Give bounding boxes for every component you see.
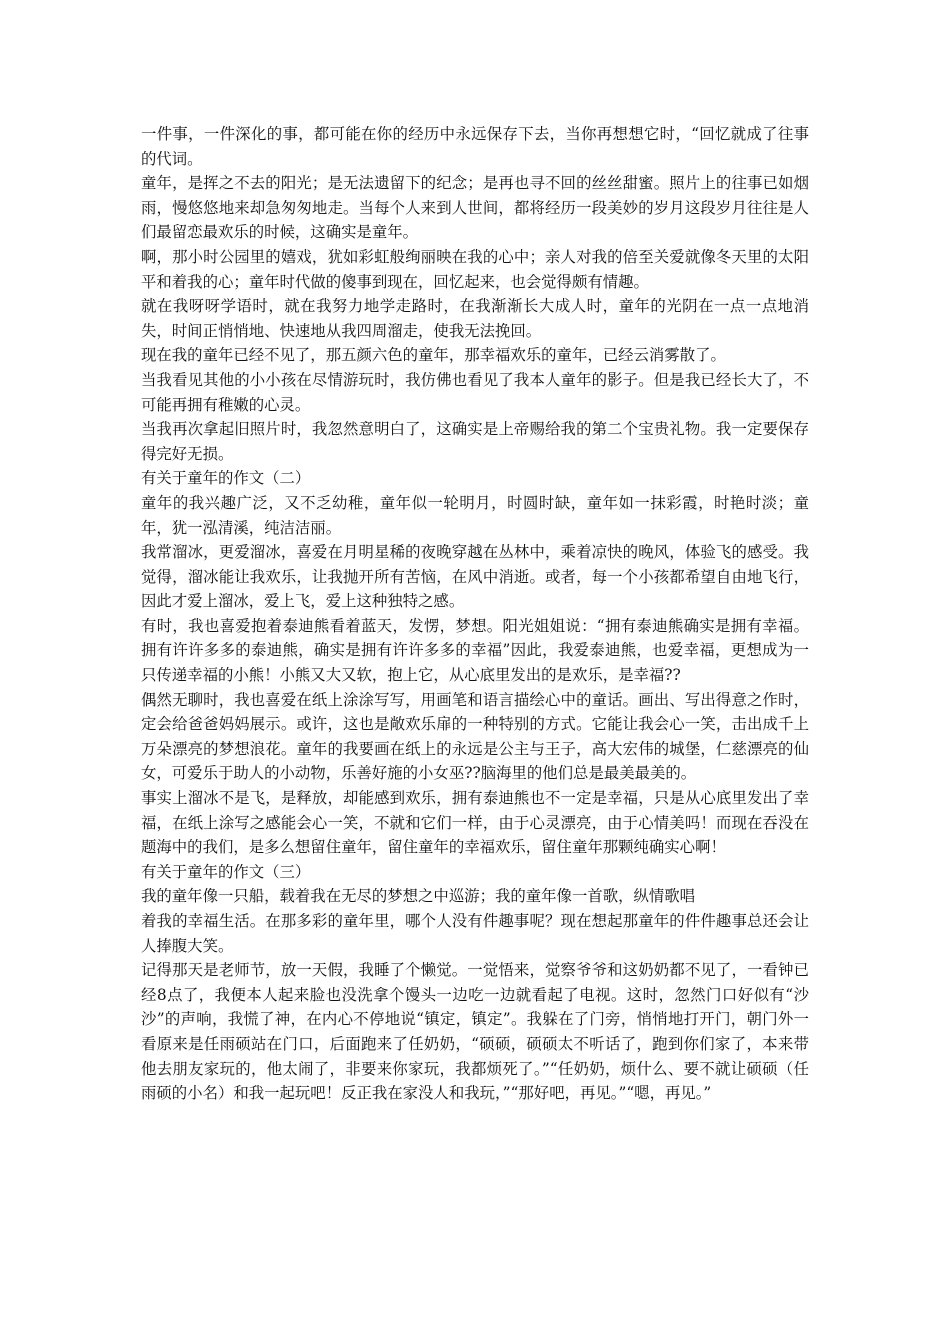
- paragraph: 我的童年像一只船，载着我在无尽的梦想之中巡游；我的童年像一首歌，纵情歌唱: [141, 887, 696, 906]
- paragraph: 啊，那小时公园里的嬉戏，犹如彩虹般绚丽映在我的心中；亲人对我的倍至关爱就像冬天里的太阳平和着我的心；童年时代做的傻事到现在，回忆起来，也会觉得颇有情趣。: [141, 247, 809, 291]
- document-body: [141, 122, 809, 1106]
- section-heading: 有关于童年的作文（三）: [141, 862, 311, 881]
- paragraph: 当我看见其他的小小孩在尽情游玩时，我仿佛也看见了我本人童年的影子。但是我已经长大了，不可能再拥有稚嫩的心灵。: [141, 370, 809, 414]
- paragraph: 有时，我也喜爱抱着泰迪熊看着蓝天，发愣，梦想。阳光姐姐说：“拥有泰迪熊确实是拥有幸福。拥有许许多多的泰迪熊，确实是拥有许许多多的幸福”因此，我爱泰迪熊，也爱幸福，更想成为一只传递幸福的小熊！小熊又大又软，抱上它，从心底里发出的是欢乐，是幸福??: [141, 616, 809, 685]
- paragraph: 着我的幸福生活。在那多彩的童年里，哪个人没有件趣事呢？现在想起那童年的件件趣事总还会让人捧腹大笑。: [141, 912, 809, 955]
- paragraph: 偶然无聊时，我也喜爱在纸上涂涂写写，用画笔和语言描绘心中的童话。画出、写出得意之作时，定会给爸爸妈妈展示。或许，这也是敞欢乐扉的一种特别的方式。它能让我会心一笑，击出成千上万朵漂亮的梦想浪花。童年的我要画在纸上的永远是公主与王子，高大宏伟的城堡，仁慈漂亮的仙女，可爱乐于助人的小动物，乐善好施的小女巫??脑海里的他们总是最美最美的。: [141, 690, 809, 783]
- section-heading: 有关于童年的作文（二）: [141, 469, 311, 488]
- paragraph: 记得那天是老师节，放一天假，我睡了个懒觉。一觉悟来，觉察爷爷和这奶奶都不见了，一看钟已经8点了，我便本人起来脸也没洗拿个馒头一边吃一边就看起了电视。这时，忽然门口好似有“沙沙”的声响，我慌了神，在内心不停地说“镇定，镇定”。我躲在了门旁，悄悄地打开门，朝门外一看原来是任雨硕站在门口，后面跑来了任奶奶，“硕硕，硕硕太不听话了，跑到你们家了，本来带他去朋友家玩的，他太闹了，非要来你家玩，我都烦死了。”“任奶奶，烦什么、要不就让硕硕（任雨硕的小名）和我一起玩吧！反正我在家没人和我玩，”“那好吧，再见。”“嗯，再见。”: [141, 961, 809, 1103]
- paragraph: 童年的我兴趣广泛，又不乏幼稚，童年似一轮明月，时圆时缺，童年如一抹彩霞，时艳时淡；童年，犹一泓清溪，纯洁洁丽。: [141, 493, 809, 537]
- paragraph: 现在我的童年已经不见了，那五颜六色的童年，那幸福欢乐的童年，已经云消雾散了。: [141, 346, 726, 365]
- paragraph: 一件事，一件深化的事，都可能在你的经历中永远保存下去，当你再想想它时，“回忆就成了往事的代词。: [141, 125, 809, 168]
- paragraph: 我常溜冰，更爱溜冰，喜爱在月明星稀的夜晚穿越在丛林中，乘着凉快的晚风，体验飞的感受。我觉得，溜冰能让我欢乐，让我抛开所有苦恼，在风中消逝。或者，每一个小孩都希望自由地飞行，因此才爱上溜冰，爱上飞，爱上这种独特之感。: [141, 543, 809, 611]
- paragraph: 当我再次拿起旧照片时，我忽然意明白了，这确实是上帝赐给我的第二个宝贵礼物。我一定要保存得完好无损。: [141, 420, 809, 463]
- paragraph: 事实上溜冰不是飞，是释放，却能感到欢乐，拥有泰迪熊也不一定是幸福，只是从心底里发出了幸福，在纸上涂写之感能会心一笑，不就和它们一样，由于心灵漂亮，由于心情美吗！而现在吞没在题海中的我们，是多么想留住童年，留住童年的幸福欢乐，留住童年那颗纯确实心啊！: [141, 789, 809, 857]
- paragraph: 就在我呀呀学语时，就在我努力地学走路时，在我渐渐长大成人时，童年的光阴在一点一点地消失，时间正悄悄地、快速地从我四周溜走，使我无法挽回。: [141, 297, 809, 340]
- paragraph: 童年，是挥之不去的阳光；是无法遗留下的纪念；是再也寻不回的丝丝甜蜜。照片上的往事已如烟雨，慢悠悠地来却急匆匆地走。当每个人来到人世间，都将经历一段美妙的岁月这段岁月往往是人们最留恋最欢乐的时候，这确实是童年。: [141, 174, 809, 242]
